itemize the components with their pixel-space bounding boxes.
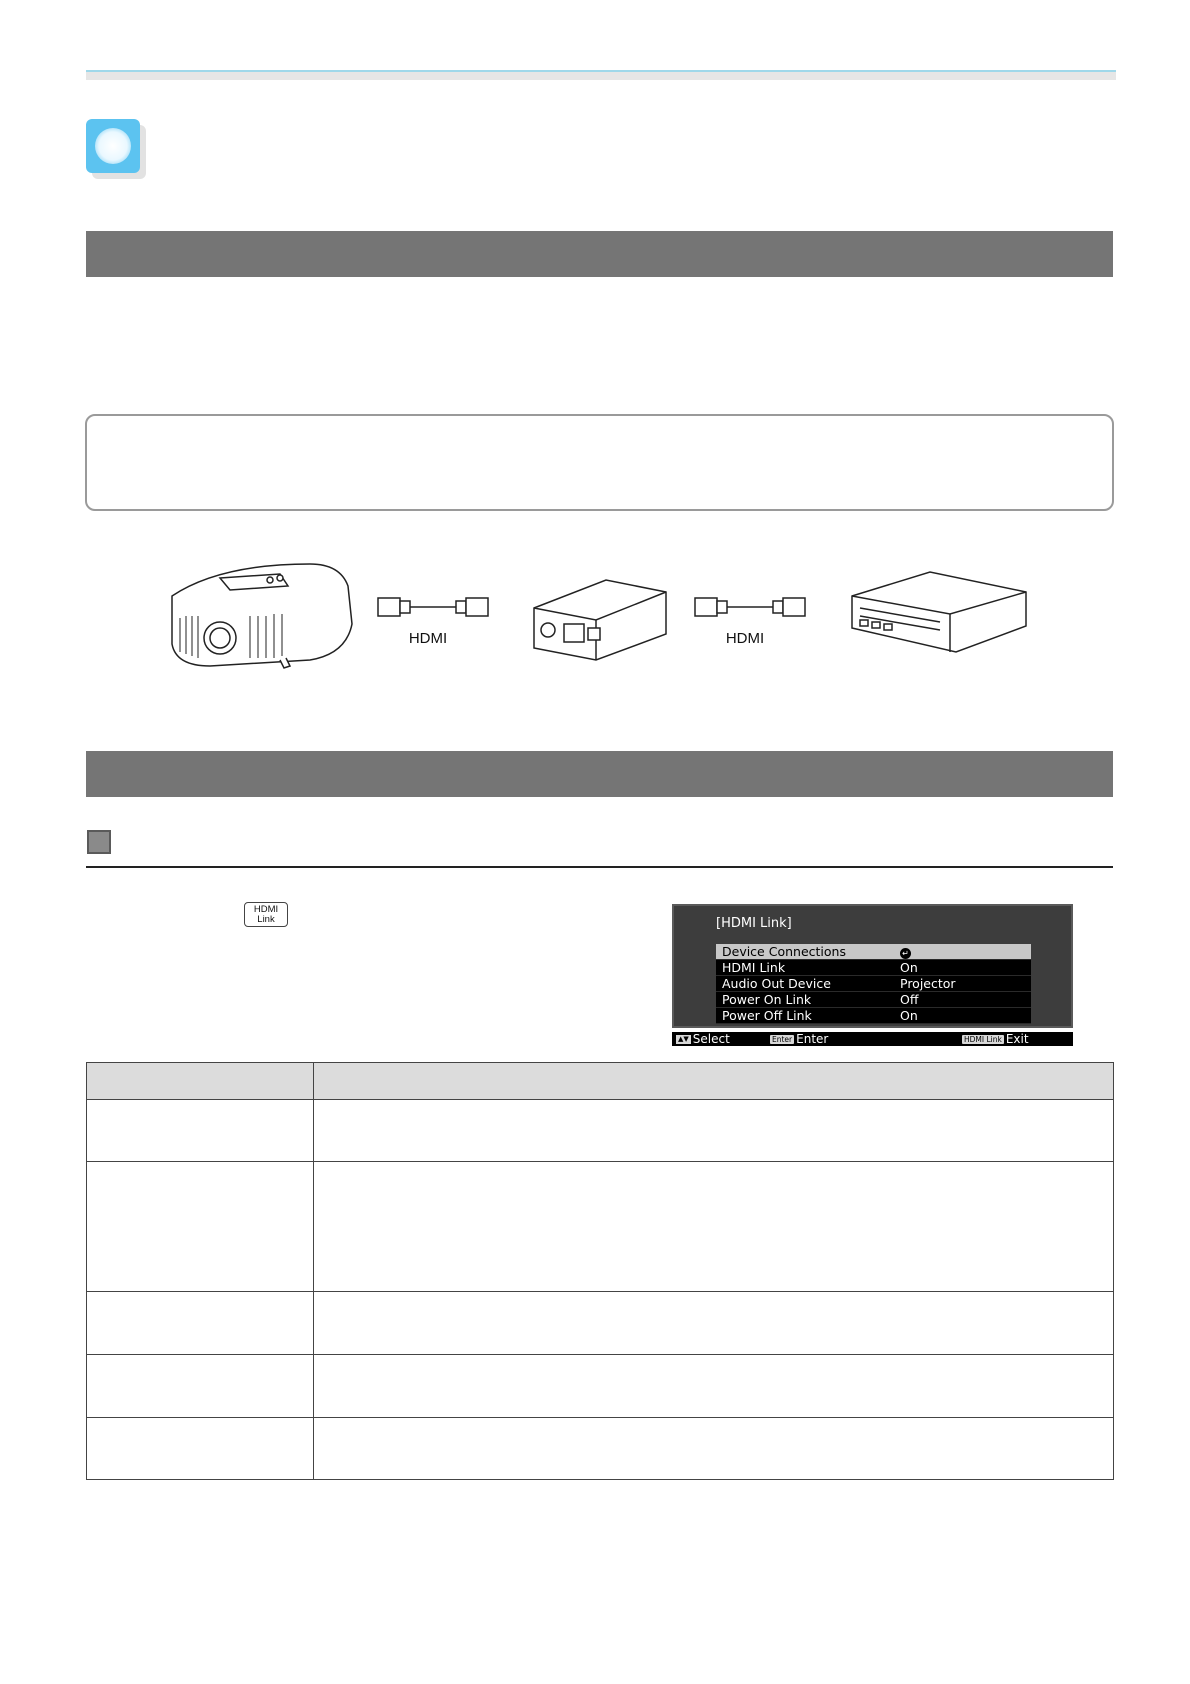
footer-select-label: Select — [692, 1032, 730, 1046]
osd-item-value: Projector — [900, 976, 956, 991]
settings-table — [86, 1062, 1114, 1480]
hdmi-cable-icon — [695, 598, 805, 616]
table-row — [87, 1162, 1114, 1292]
connection-diagram — [160, 556, 1030, 674]
hdmi-link-menu-screen — [672, 904, 1073, 1028]
footer-enter-label: Enter — [796, 1032, 829, 1046]
osd-item-label: Power Off Link — [722, 1008, 812, 1023]
osd-item-power-on-link[interactable] — [716, 992, 1031, 1008]
osd-item-audio-out-device[interactable] — [716, 976, 1031, 992]
remote-key-line1: HDMI — [253, 904, 279, 915]
osd-item-value: Off — [900, 992, 919, 1007]
player-device-illustration — [852, 572, 1026, 652]
table-row — [87, 1418, 1114, 1480]
osd-title: [HDMI Link] — [716, 916, 792, 931]
osd-item-device-connections[interactable] — [716, 944, 1031, 960]
footer-exit-label: Exit — [1005, 1032, 1029, 1046]
osd-footer-bar — [672, 1032, 1073, 1046]
subsection-rule — [86, 866, 1113, 868]
osd-item-hdmi-link[interactable] — [716, 960, 1031, 976]
table-row — [87, 1355, 1114, 1418]
osd-item-label: Power On Link — [722, 992, 812, 1007]
osd-menu-list — [716, 944, 1031, 1024]
table-header-row — [87, 1063, 1114, 1100]
projector-illustration — [172, 564, 352, 668]
osd-item-value: On — [900, 1008, 918, 1023]
chapter-badge-icon — [86, 119, 140, 173]
up-down-arrow-icon: ▲▼ — [678, 1034, 689, 1043]
hdmi-cable-label: HDMI — [725, 630, 765, 647]
note-box — [85, 414, 1114, 511]
enter-key-icon: Enter — [772, 1034, 793, 1044]
hdmi-cable-icon — [378, 598, 488, 616]
section-header-bar-2 — [86, 751, 1113, 797]
enter-arrow-icon: ↵ — [900, 948, 911, 959]
table-row — [87, 1292, 1114, 1355]
remote-key-line2: Link — [257, 914, 275, 925]
osd-item-power-off-link[interactable] — [716, 1008, 1031, 1024]
osd-item-label: HDMI Link — [722, 960, 786, 975]
hdmi-link-key-icon: HDMI Link — [964, 1034, 1002, 1044]
av-amplifier-illustration — [534, 580, 666, 660]
osd-item-value: On — [900, 960, 918, 975]
subsection-square-icon — [87, 830, 111, 854]
osd-item-label: Device Connections — [722, 944, 846, 959]
page-header-rule — [86, 70, 1116, 80]
section-header-bar-1 — [86, 231, 1113, 277]
osd-item-label: Audio Out Device — [722, 976, 831, 991]
table-row — [87, 1100, 1114, 1162]
hdmi-cable-label: HDMI — [408, 630, 448, 647]
hdmi-link-button-icon — [244, 902, 288, 927]
